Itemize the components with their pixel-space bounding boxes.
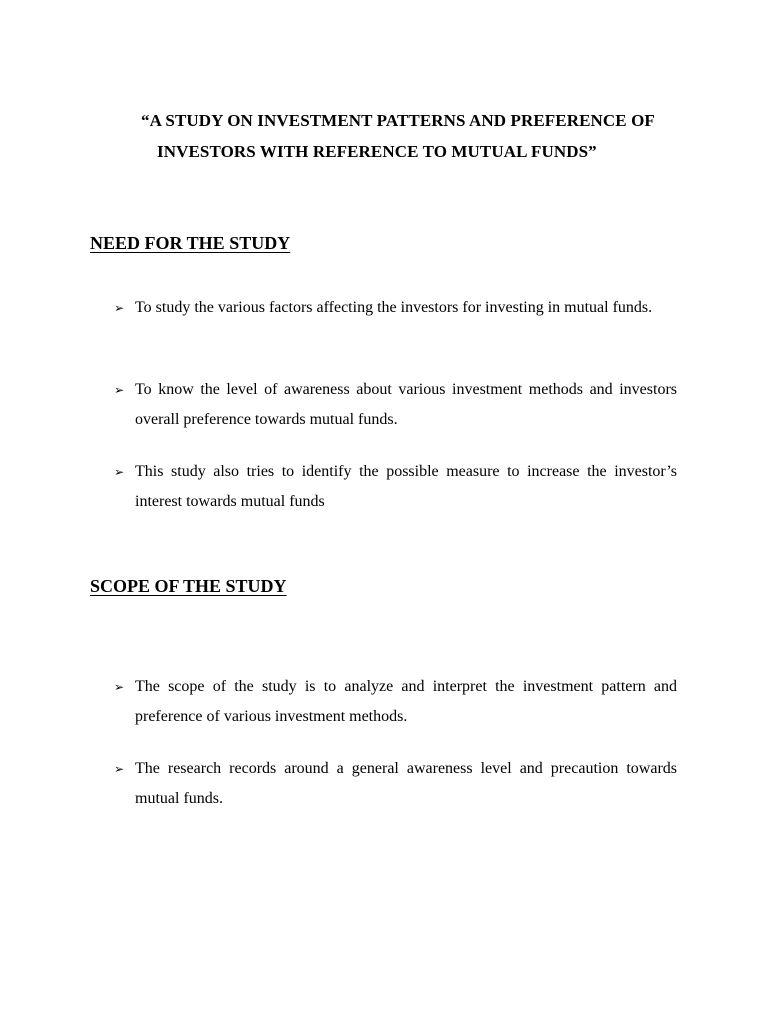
scope-bullet-item — [114, 754, 677, 814]
need-for-study-heading: NEED FOR THE STUDY — [90, 233, 291, 253]
need-bullet-item — [114, 293, 677, 323]
scope-bullet-text: The scope of the study is to analyze and interpret the investment pattern and preference of various investment methods. — [135, 678, 677, 725]
need-bullet-item — [114, 457, 677, 517]
document-title-line-2: INVESTORS WITH REFERENCE TO MUTUAL FUNDS” — [157, 142, 597, 161]
document-title-line-1: “A STUDY ON INVESTMENT PATTERNS AND PREFERENCE OF — [141, 111, 655, 130]
need-bullet-text: To study the various factors affecting the investors for investing in mutual funds. — [135, 299, 653, 316]
scope-bullet-item — [114, 672, 677, 732]
arrow-bullet-icon: ➢ — [114, 301, 125, 315]
scope-of-study-heading: SCOPE OF THE STUDY — [90, 576, 287, 596]
arrow-bullet-icon: ➢ — [114, 383, 125, 397]
arrow-bullet-icon: ➢ — [114, 680, 125, 694]
need-bullet-item — [114, 375, 677, 435]
arrow-bullet-icon: ➢ — [114, 762, 125, 776]
need-bullet-text: To know the level of awareness about various investment methods and investors overall preference towards mutual funds. — [135, 381, 677, 428]
need-bullet-text: This study also tries to identify the possible measure to increase the investor’s interest towards mutual funds — [135, 463, 677, 510]
arrow-bullet-icon: ➢ — [114, 465, 125, 479]
scope-bullet-text: The research records around a general awareness level and precaution towards mutual funds. — [135, 760, 677, 807]
